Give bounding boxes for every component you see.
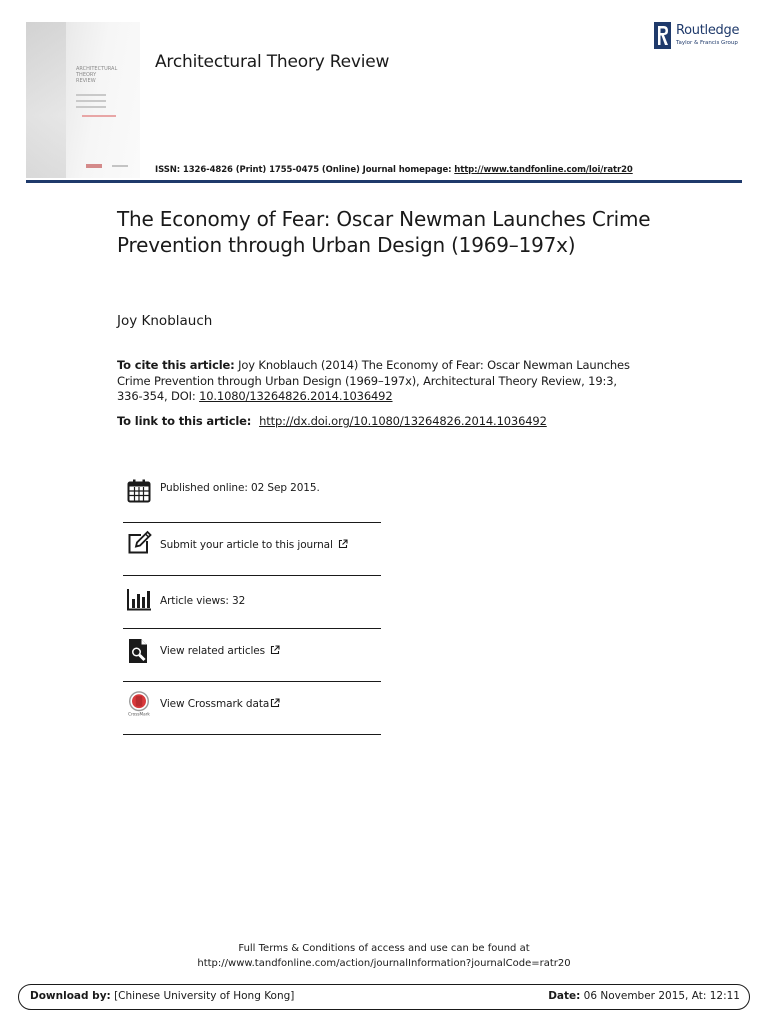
issn-text: ISSN: 1326-4826 (Print) 1755-0475 (Online) Journal homepage: [155,165,455,175]
crossmark-link[interactable]: View Crossmark data [160,698,270,710]
download-date-value: 06 November 2015, At: 12:11 [580,990,740,1002]
cover-title: ARCHITECTURAL THEORY REVIEW [76,66,118,84]
info-submit-article[interactable] [123,523,381,576]
calendar-icon [126,478,152,504]
external-link-icon [270,645,280,655]
download-by-label: Download by: [30,990,111,1002]
terms-url[interactable]: http://www.tandfonline.com/action/journalInformation?journalCode=ratr20 [197,957,571,969]
citation-block [117,358,637,405]
terms-note [0,942,768,971]
article-info-list [123,470,381,735]
search-document-icon [126,638,152,664]
citation-doi-link[interactable]: 10.1080/13264826.2014.1036492 [199,389,393,403]
download-date-label: Date: [548,990,581,1002]
article-author: Joy Knoblauch [117,313,213,329]
info-crossmark[interactable] [123,682,381,735]
article-views-text: Article views: 32 [160,595,246,607]
cover-shade [26,22,66,178]
related-articles-link[interactable]: View related articles [160,645,266,657]
cover-text-lines [76,94,106,112]
edit-icon [126,530,152,556]
journal-cover-thumbnail [26,22,140,178]
header-divider [26,180,742,183]
download-by-value: [Chinese University of Hong Kong] [110,990,295,1002]
issn-line [155,165,633,175]
journal-title: Architectural Theory Review [155,52,390,72]
bar-chart-icon [126,587,152,613]
article-doi-link[interactable]: http://dx.doi.org/10.1080/13264826.2014.1036492 [259,414,547,428]
external-link-icon [338,539,348,549]
routledge-logo-icon [654,22,671,49]
link-label: To link to this article: [117,414,256,428]
cover-publisher-logo [86,164,102,168]
journal-homepage-link[interactable]: http://www.tandfonline.com/loi/ratr20 [454,165,633,175]
cover-footer-mark [112,165,128,167]
info-related-articles[interactable] [123,629,381,682]
download-by [30,990,294,1002]
submit-article-link[interactable]: Submit your article to this journal [160,539,333,551]
journal-header [26,22,742,184]
cover-accent [82,115,116,117]
download-date [548,990,740,1002]
info-article-views [123,576,381,629]
info-published [123,470,381,523]
publisher-subtitle: Taylor & Francis Group [676,40,738,46]
article-link-line [117,414,547,428]
published-date-text: Published online: 02 Sep 2015. [160,482,320,494]
article-title: The Economy of Fear: Oscar Newman Launches Crime Prevention through Urban Design (1969–197x) [117,207,651,257]
download-info-bar [18,984,750,1010]
publisher-logo [654,22,754,50]
crossmark-caption: CrossMark [128,711,150,717]
external-link-icon [270,698,280,708]
citation-text: Joy Knoblauch (2014) The Economy of Fear: Oscar Newman Launches Crime Prevention through Urban Design (1969–197x), Architectural Theory Review, 19:3, 336-354, DOI: [117,358,630,403]
terms-line-1: Full Terms & Conditions of access and use can be found at [238,943,530,954]
publisher-name: Routledge [676,23,740,38]
citation-label: To cite this article: [117,358,235,372]
crossmark-icon [126,691,152,717]
